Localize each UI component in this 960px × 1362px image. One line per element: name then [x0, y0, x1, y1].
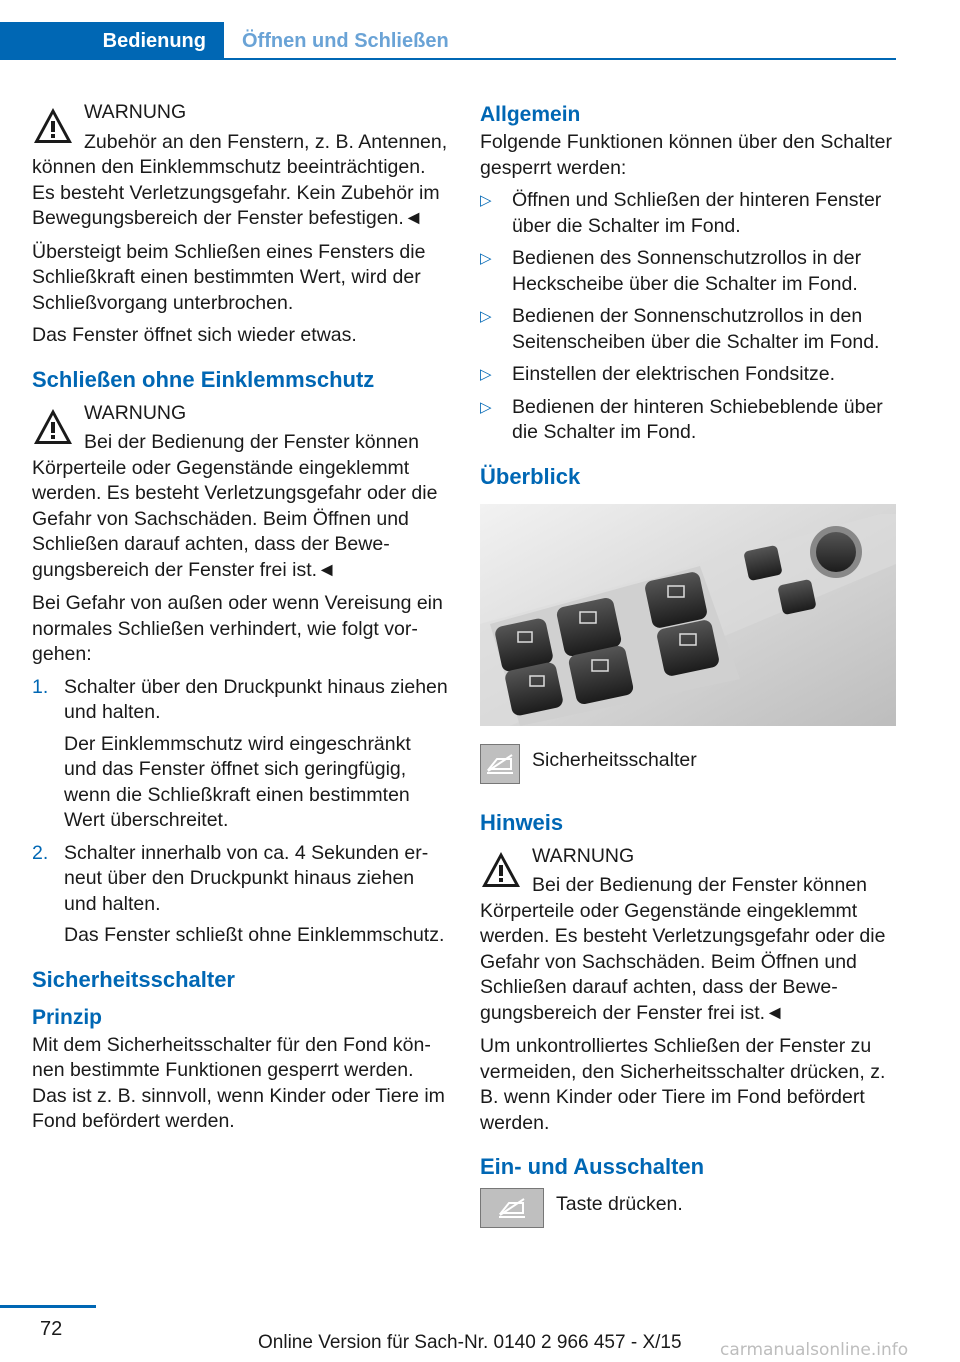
heading-hinweis: Hinweis — [480, 809, 564, 835]
safety-switch-icon — [480, 1188, 544, 1228]
heading-schliessen-ohne-einklemmschutz: Schließen ohne Einklemmschutz — [32, 366, 375, 392]
warning-pinch-2 — [480, 844, 896, 1027]
paragraph: Um unkontrolliertes Schließen der Fenster zu vermeiden, den Sicherheitsschalter drücken, z. B. wenn Kinder oder Tiere im Fond befördert werden. — [480, 1035, 886, 1134]
list-item — [480, 246, 896, 297]
list-item — [480, 395, 896, 446]
page-number: 72 — [40, 1318, 63, 1340]
key-row — [480, 1188, 896, 1228]
functions-list — [480, 188, 896, 446]
heading-ueberblick: Überblick — [480, 463, 581, 489]
warning-title: WARNUNG — [84, 401, 187, 424]
heading-ein-ausschalten: Ein- und Ausschalten — [480, 1154, 705, 1179]
tab-oeffnen-schliessen[interactable]: Öffnen und Schließen — [242, 29, 449, 52]
watermark: carmanualsonline.info — [720, 1340, 909, 1360]
bullet-triangle-icon: ▷ — [480, 398, 492, 416]
step-number: 1. — [32, 675, 49, 698]
heading-sicherheitsschalter: Sicherheitsschalter — [32, 966, 235, 992]
warning-text: Bei der Bedienung der Fenster können Körperteile oder Gegenstände eingeklemmt werden. Es besteht Verletzungsgefahr oder die Gefahr von Sachschäden. Beim Öffnen und Schließen darauf achten, dass der Bewegungsbereich der Fenster frei ist.◄ — [480, 874, 886, 1024]
paragraph: Folgende Funktionen können über den Schalter gesperrt werden: — [480, 131, 892, 179]
heading-prinzip: Prinzip — [32, 1005, 103, 1029]
footer-rule — [0, 1305, 96, 1308]
step-subtext: Der Einklemmschutz wird eingeschränkt und das Fenster öffnet sich geringfügig, wenn die Schließkraft einen bestimmten Wert überschreitet. — [64, 732, 411, 831]
warning-triangle-icon — [480, 849, 522, 891]
legend-row — [480, 744, 896, 784]
paragraph: Übersteigt beim Schließen eines Fensters die Schließkraft einen bestimmten Wert, wird der Schließvorgang unterbrochen. — [32, 240, 426, 314]
warning-pinch — [32, 401, 448, 584]
header-tabs — [0, 22, 896, 60]
bullet-triangle-icon: ▷ — [480, 192, 492, 209]
list-item — [32, 841, 448, 949]
step-text: Schalter über den Druckpunkt hinaus ziehen und halten. — [64, 675, 448, 723]
list-item — [32, 675, 448, 834]
heading-allgemein: Allgemein — [480, 103, 581, 126]
paragraph: Bei Gefahr von außen oder wenn Vereisung ein normales Schließen verhindert, wie folgt vorgehen: — [32, 592, 443, 665]
warning-triangle-icon — [32, 105, 74, 147]
window-switch-photo — [480, 504, 896, 726]
online-version-text: Online Version für Sach-Nr. 0140 2 966 457 - X/15 — [258, 1332, 682, 1353]
step-number: 2. — [32, 841, 49, 864]
left-column — [32, 100, 448, 1142]
warning-title: WARNUNG — [84, 101, 187, 123]
legend-text: Sicherheitsschalter — [532, 748, 697, 771]
warning-text: Zubehör an den Fenstern, z. B. Antennen, können den Einklemmschutz beeinträchtigen. Es besteht Verletzungsgefahr. Kein Zubehör im Bewegungsbereich der Fenster befestigen.◄ — [32, 130, 448, 229]
step-subtext: Das Fenster schließt ohne Einklemmschutz. — [64, 924, 445, 946]
warning-accessories — [32, 100, 448, 232]
bullet-triangle-icon: ▷ — [480, 250, 492, 267]
warning-text: Bei der Bedienung der Fenster können Körperteile oder Gegenstände eingeklemmt werden. Es besteht Verletzungsgefahr oder die Gefahr von Sachschäden. Beim Öffnen und Schließen darauf achten, dass der Bewegungsbereich der Fenster frei ist.◄ — [32, 431, 438, 581]
list-item — [480, 188, 896, 239]
tab-bedienung[interactable]: Bedienung — [0, 22, 224, 60]
list-item — [480, 362, 896, 388]
list-item-text: Einstellen der elektrischen Fondsitze. — [512, 363, 835, 385]
paragraph: Mit dem Sicherheitsschalter für den Fond können bestimmte Funktionen gesperrt werden. Das ist z. B. sinnvoll, wenn Kinder oder Tiere im Fond befördert werden. — [32, 1033, 445, 1132]
paragraph: Das Fenster öffnet sich wieder etwas. — [32, 324, 357, 346]
right-column — [480, 100, 896, 1240]
list-item-text: Bedienen des Sonnenschutzrollos in der Heckscheibe über die Schalter im Fond. — [512, 247, 862, 295]
list-item-text: Öffnen und Schließen der hinteren Fenster über die Schalter im Fond. — [512, 189, 882, 237]
list-item-text: Bedienen der Sonnenschutzrollos in den Seitenscheiben über die Schalter im Fond. — [512, 305, 880, 353]
header-rule — [224, 58, 896, 60]
bullet-triangle-icon: ▷ — [480, 308, 492, 325]
safety-switch-icon — [480, 744, 520, 784]
list-item — [480, 304, 896, 355]
list-item-text: Bedienen der hinteren Schiebeblende über die Schalter im Fond. — [512, 395, 883, 443]
key-instruction: Taste drücken. — [556, 1193, 683, 1215]
bullet-triangle-icon: ▷ — [480, 366, 492, 383]
warning-triangle-icon — [32, 406, 74, 448]
step-text: Schalter innerhalb von ca. 4 Sekunden erneut über den Druckpunkt hinaus ziehen und halten. — [64, 841, 429, 915]
warning-title: WARNUNG — [532, 844, 635, 867]
steps-list — [32, 675, 448, 949]
